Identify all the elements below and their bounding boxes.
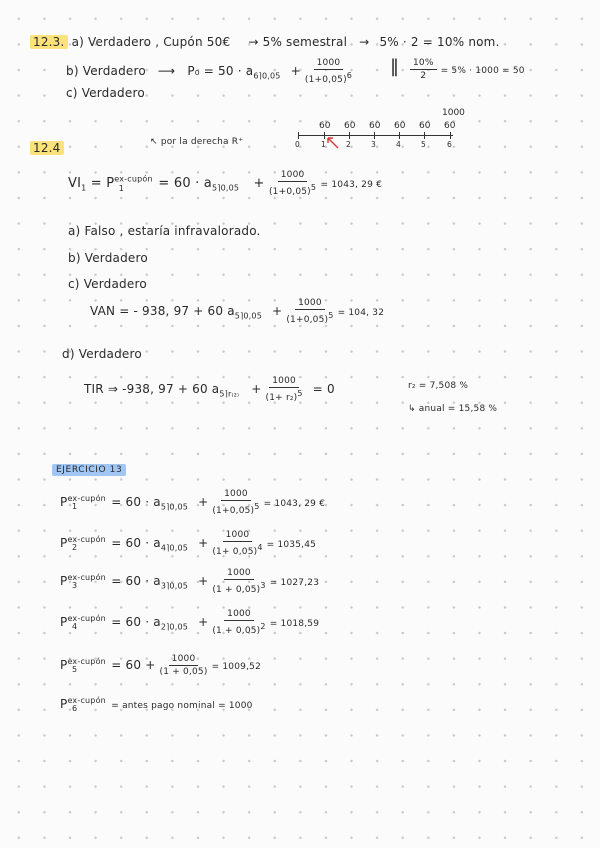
exponent: 5 — [328, 311, 334, 320]
ex13-row-5 — [60, 654, 261, 677]
double-bar-separator: ‖ — [390, 56, 400, 77]
ex12-3-line-b — [66, 58, 352, 85]
label-d: d) — [62, 347, 75, 361]
tick-4 — [399, 132, 400, 139]
annuity-subscript: 5⌉0,05 — [234, 311, 263, 321]
price-subscript: 2 — [71, 543, 78, 553]
final-payment: 1000 — [442, 108, 465, 118]
red-arrow-icon — [325, 136, 341, 150]
numerator: 1000 — [295, 298, 325, 310]
denominator: (1 + 0,05) — [212, 585, 261, 595]
long-arrow-icon: ⟶ — [157, 64, 176, 78]
price-symbol: P — [60, 536, 68, 550]
annuity-subscript: 6⌉0,05 — [253, 71, 281, 81]
tick-label-3: 3 — [371, 140, 376, 149]
exponent: 2 — [260, 622, 266, 631]
ex12-4-line-d — [62, 347, 142, 361]
ex13-row-3 — [60, 568, 319, 595]
plus-sign: + — [272, 304, 283, 318]
ex12-4-line-a — [68, 224, 261, 238]
annuity-subscript: 2⌉0,05 — [160, 622, 189, 632]
answer-a: Falso , estaría infravalorado. — [84, 224, 261, 238]
answer-b: Verdadero — [82, 64, 146, 78]
tick-label-2: 2 — [346, 140, 351, 149]
tick-5 — [424, 132, 425, 139]
label-b: b) — [68, 251, 81, 265]
annuity-term: = 60 · a — [111, 495, 161, 509]
price-subscript: 6 — [71, 704, 78, 714]
price-superscript: ex-cupón — [67, 696, 106, 705]
coupon-text: , Cupón 50€ — [155, 35, 231, 49]
ex13-row-4 — [60, 609, 319, 636]
ex12-4-number-wrap — [30, 141, 64, 155]
answer-c: Verdadero — [83, 277, 147, 291]
fraction — [212, 568, 265, 595]
ex13-row-2 — [60, 530, 316, 557]
equals-sign: = — [90, 176, 102, 191]
coupon-plus: = 60 + — [111, 658, 156, 672]
timeline-note — [150, 137, 243, 147]
answer-c: Verdadero — [81, 86, 145, 100]
vi-symbol: VI — [68, 176, 82, 191]
annuity-subscript: 5⌉0,05 — [211, 183, 240, 193]
exponent: 5 — [310, 183, 317, 192]
fraction — [212, 609, 265, 636]
plus-sign: + — [251, 382, 262, 396]
cashflow-3: 60 — [369, 121, 381, 131]
tick-6 — [450, 132, 451, 139]
plus-sign: + — [198, 536, 209, 550]
numerator: 1000 — [223, 530, 253, 542]
numerator: 1000 — [221, 489, 251, 501]
fraction — [212, 530, 262, 557]
denominator: (1+ r₂) — [265, 393, 298, 403]
numerator: 1000 — [314, 58, 344, 70]
exponent: 5 — [254, 502, 260, 511]
denominator: (1+0,05) — [304, 75, 347, 85]
timeline-axis — [298, 135, 453, 136]
plus-sign: + — [253, 176, 265, 191]
tir-formula — [84, 376, 335, 403]
coupon-result: = 5% · 1000 = 50 — [440, 66, 525, 76]
tick-label-0: 0 — [295, 140, 300, 149]
price-subscript: 4 — [71, 622, 78, 632]
price-superscript: ex-cupón — [67, 573, 106, 582]
tick-2 — [349, 132, 350, 139]
annuity-subscript: 3⌉0,05 — [160, 581, 189, 591]
denominator: (1+0,05) — [286, 315, 329, 325]
annuity-term: = 60 · a — [111, 615, 161, 629]
price-result: = 1009,52 — [211, 662, 261, 672]
van-term: VAN = - 938, 97 + 60 a — [90, 304, 235, 318]
cashflow-5: 60 — [419, 121, 431, 131]
tick-label-5: 5 — [421, 140, 426, 149]
plus-sign: + — [198, 574, 209, 588]
exponent: 3 — [260, 581, 266, 590]
fraction — [410, 58, 437, 81]
price-p0: P₀ = 50 · a — [187, 64, 254, 78]
tir-term: TIR ⇒ -938, 97 + 60 a — [84, 382, 220, 396]
numerator: 1000 — [169, 654, 199, 666]
tir-result: = 0 — [312, 382, 335, 396]
nominal-calc: 5% · 2 = 10% nom. — [379, 35, 500, 49]
price-result: = 1035,45 — [266, 540, 317, 550]
van-formula — [90, 298, 384, 325]
price-result: = 1018,59 — [269, 619, 320, 629]
ex12-3-number: 12.3. — [30, 35, 68, 49]
price-symbol: P — [60, 574, 68, 588]
price-result: = antes pago nominal = 1000 — [111, 701, 253, 711]
exponent: 6 — [346, 71, 353, 80]
arrow-icon: → — [359, 35, 370, 49]
numerator: 1000 — [224, 568, 254, 580]
arrow-icon: → — [248, 35, 259, 49]
fraction — [266, 376, 303, 403]
denominator: (1 + 0,05) — [159, 667, 208, 677]
numerator: 1000 — [278, 170, 308, 182]
price-superscript: ex-cupón — [67, 494, 106, 503]
price-result: = 1043, 29 € — [263, 499, 326, 509]
plus-sign: + — [198, 615, 209, 629]
numerator: 1000 — [269, 376, 299, 388]
price-symbol: P — [60, 658, 68, 672]
cashflow-2: 60 — [344, 121, 356, 131]
price-symbol: P — [60, 615, 68, 629]
price-symbol: P — [60, 495, 68, 509]
annuity-term: = 60 · a — [111, 536, 161, 550]
ex12-4-number: 12.4 — [30, 141, 64, 155]
price-result: = 1027,23 — [269, 578, 320, 588]
tick-0 — [298, 132, 299, 139]
ex13-title-wrap — [52, 461, 126, 475]
label-c: c) — [66, 86, 78, 100]
price-subscript: 1 — [118, 183, 125, 193]
tick-label-6: 6 — [447, 140, 452, 149]
annuity-term: = 60 · a — [111, 574, 161, 588]
price-symbol: P — [60, 697, 68, 711]
annuity-term: = 60 · a — [158, 176, 212, 191]
tick-label-1: 1 — [321, 140, 326, 149]
denominator: (1+ 0,05) — [212, 547, 258, 557]
annuity-subscript: 5⌉r₍₂₎ — [219, 389, 240, 399]
ex12-3-side-calc — [410, 58, 525, 81]
ex12-4-line-b — [68, 251, 148, 265]
fraction — [160, 654, 208, 677]
price-subscript: 1 — [71, 502, 78, 512]
cashflow-6: 60 — [444, 121, 456, 131]
ex13-title: EJERCICIO 13 — [52, 464, 126, 476]
answer-d: Verdadero — [78, 347, 142, 361]
answer-b: Verdadero — [84, 251, 148, 265]
exponent: 5 — [297, 389, 303, 398]
exponent: 4 — [257, 543, 263, 552]
van-result: = 104, 32 — [337, 308, 385, 318]
price-superscript: ex-cupón — [114, 174, 153, 184]
price-superscript: ex-cupón — [67, 657, 106, 666]
annuity-subscript: 4⌉0,05 — [160, 543, 189, 553]
label-a: a) — [68, 224, 81, 238]
fraction — [305, 58, 352, 85]
curved-arrow-icon: ↖ — [150, 137, 158, 147]
numerator: 10% — [410, 58, 437, 70]
ex12-3-line-a — [30, 35, 500, 49]
denominator: (1+0,05) — [268, 187, 311, 197]
denominator: (1 + 0,05) — [212, 626, 261, 636]
price-symbol: P — [106, 176, 115, 191]
annuity-subscript: 5⌉0,05 — [160, 502, 189, 512]
denominator: (1+0,05) — [212, 506, 255, 516]
price-subscript: 5 — [71, 665, 78, 675]
label-a: a) — [71, 35, 84, 49]
price-superscript: ex-cupón — [67, 535, 106, 544]
ex12-3-line-c — [66, 86, 145, 100]
tick-3 — [374, 132, 375, 139]
note-text: por la derecha R⁺ — [160, 137, 244, 147]
price-superscript: ex-cupón — [67, 614, 106, 623]
vi-subscript: 1 — [81, 183, 87, 193]
price-subscript: 3 — [71, 581, 78, 591]
ex13-row-6 — [60, 696, 253, 713]
annual-rate: ↳ anual = 15,58 % — [408, 404, 498, 414]
fraction — [286, 298, 333, 325]
plus-sign: + — [290, 64, 301, 78]
fraction — [212, 489, 259, 516]
tick-label-4: 4 — [396, 140, 401, 149]
ex13-row-1 — [60, 489, 325, 516]
denominator: 2 — [420, 71, 427, 81]
vi-result: = 1043, 29 € — [320, 180, 383, 190]
label-c: c) — [68, 277, 80, 291]
plus-sign: + — [198, 495, 209, 509]
label-b: b) — [66, 64, 79, 78]
cash-flow-timeline — [295, 108, 465, 150]
fraction — [269, 170, 316, 197]
r2-value: r₂ = 7,508 % — [408, 381, 469, 391]
cashflow-4: 60 — [394, 121, 406, 131]
numerator: 1000 — [224, 609, 254, 621]
semestral-text: 5% semestral — [262, 35, 348, 49]
ex12-4-line-c — [68, 277, 147, 291]
vi1-formula — [68, 170, 382, 197]
answer-a: Verdadero — [88, 35, 152, 49]
cashflow-1: 60 — [319, 121, 331, 131]
